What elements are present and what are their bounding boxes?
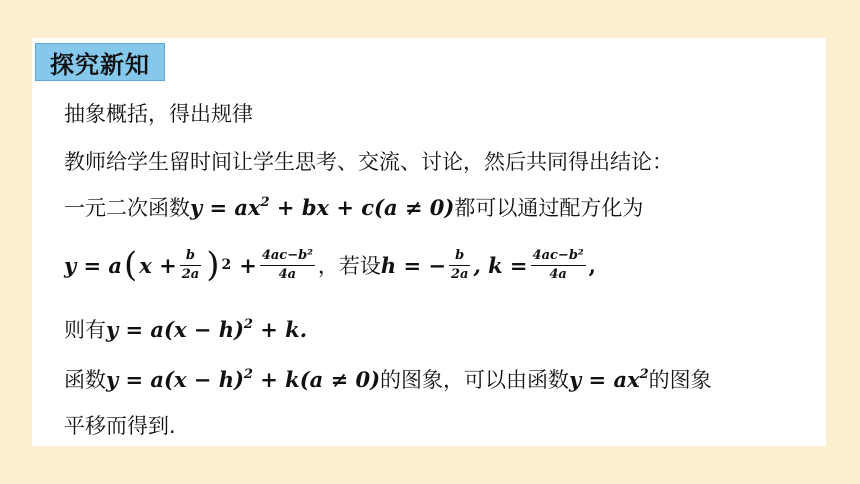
fraction-b-over-2a: $\frac{b}{2a}$ xyxy=(181,247,200,282)
let-text: 若设 xyxy=(338,254,381,278)
line6-equation-2: $y = ax^2$ xyxy=(569,366,649,392)
line5-equation: $y = a(x - h)^2 + k$. xyxy=(106,316,308,342)
text-line-4: y = a ( x + $\frac{b}{2a}$ ) 2 + $\frac{\text{4ac−b²}}{4a}$ ， 若设 h = − $\frac{b}{2a}$ , k = $\frac{\text{4ac−b²}}{4a}$ , xyxy=(64,245,596,285)
h-definition: h = − xyxy=(380,252,446,278)
text-line-5 xyxy=(64,314,307,344)
line3-prefix: 一元二次函数 xyxy=(64,196,190,220)
x-plus: x + xyxy=(139,252,177,278)
line3-suffix: 都可以通过配方化为 xyxy=(454,196,644,220)
comma: ， xyxy=(317,254,339,278)
paren-close: ) xyxy=(206,245,220,285)
line5-prefix: 则有 xyxy=(64,318,106,342)
line6-suffix: 的图象 xyxy=(648,368,712,392)
fraction-k-definition: $\frac{\text{4ac−b²}}{4a}$ xyxy=(532,247,584,282)
k-definition: , k = xyxy=(473,252,528,278)
line6-equation: $y = a(x - h)^2 + k(a \ne 0)$ xyxy=(106,366,381,392)
section-title: 探究新知 xyxy=(35,43,165,81)
end-comma: , xyxy=(588,252,596,278)
text-line-6 xyxy=(64,364,712,394)
fraction-k-value: $\frac{\text{4ac−b²}}{4a}$ xyxy=(261,247,313,282)
text-line-7: 平移而得到. xyxy=(64,414,176,438)
line6-prefix: 函数 xyxy=(64,368,106,392)
paren-open: ( xyxy=(124,245,138,285)
text-line-1: 抽象概括，得出规律 xyxy=(64,102,253,126)
line6-middle: 的图象，可以由函数 xyxy=(380,368,570,392)
vertex-form-lhs: y = a xyxy=(64,252,123,278)
plus-sign: + xyxy=(239,252,257,278)
fraction-h-value: $\frac{b}{2a}$ xyxy=(450,247,469,282)
text-line-2: 教师给学生留时间让学生思考、交流、讨论，然后共同得出结论： xyxy=(64,150,673,174)
line3-equation: $y = ax^2$ + bx + c(a ≠ 0) xyxy=(190,194,455,220)
text-line-3 xyxy=(64,192,643,222)
